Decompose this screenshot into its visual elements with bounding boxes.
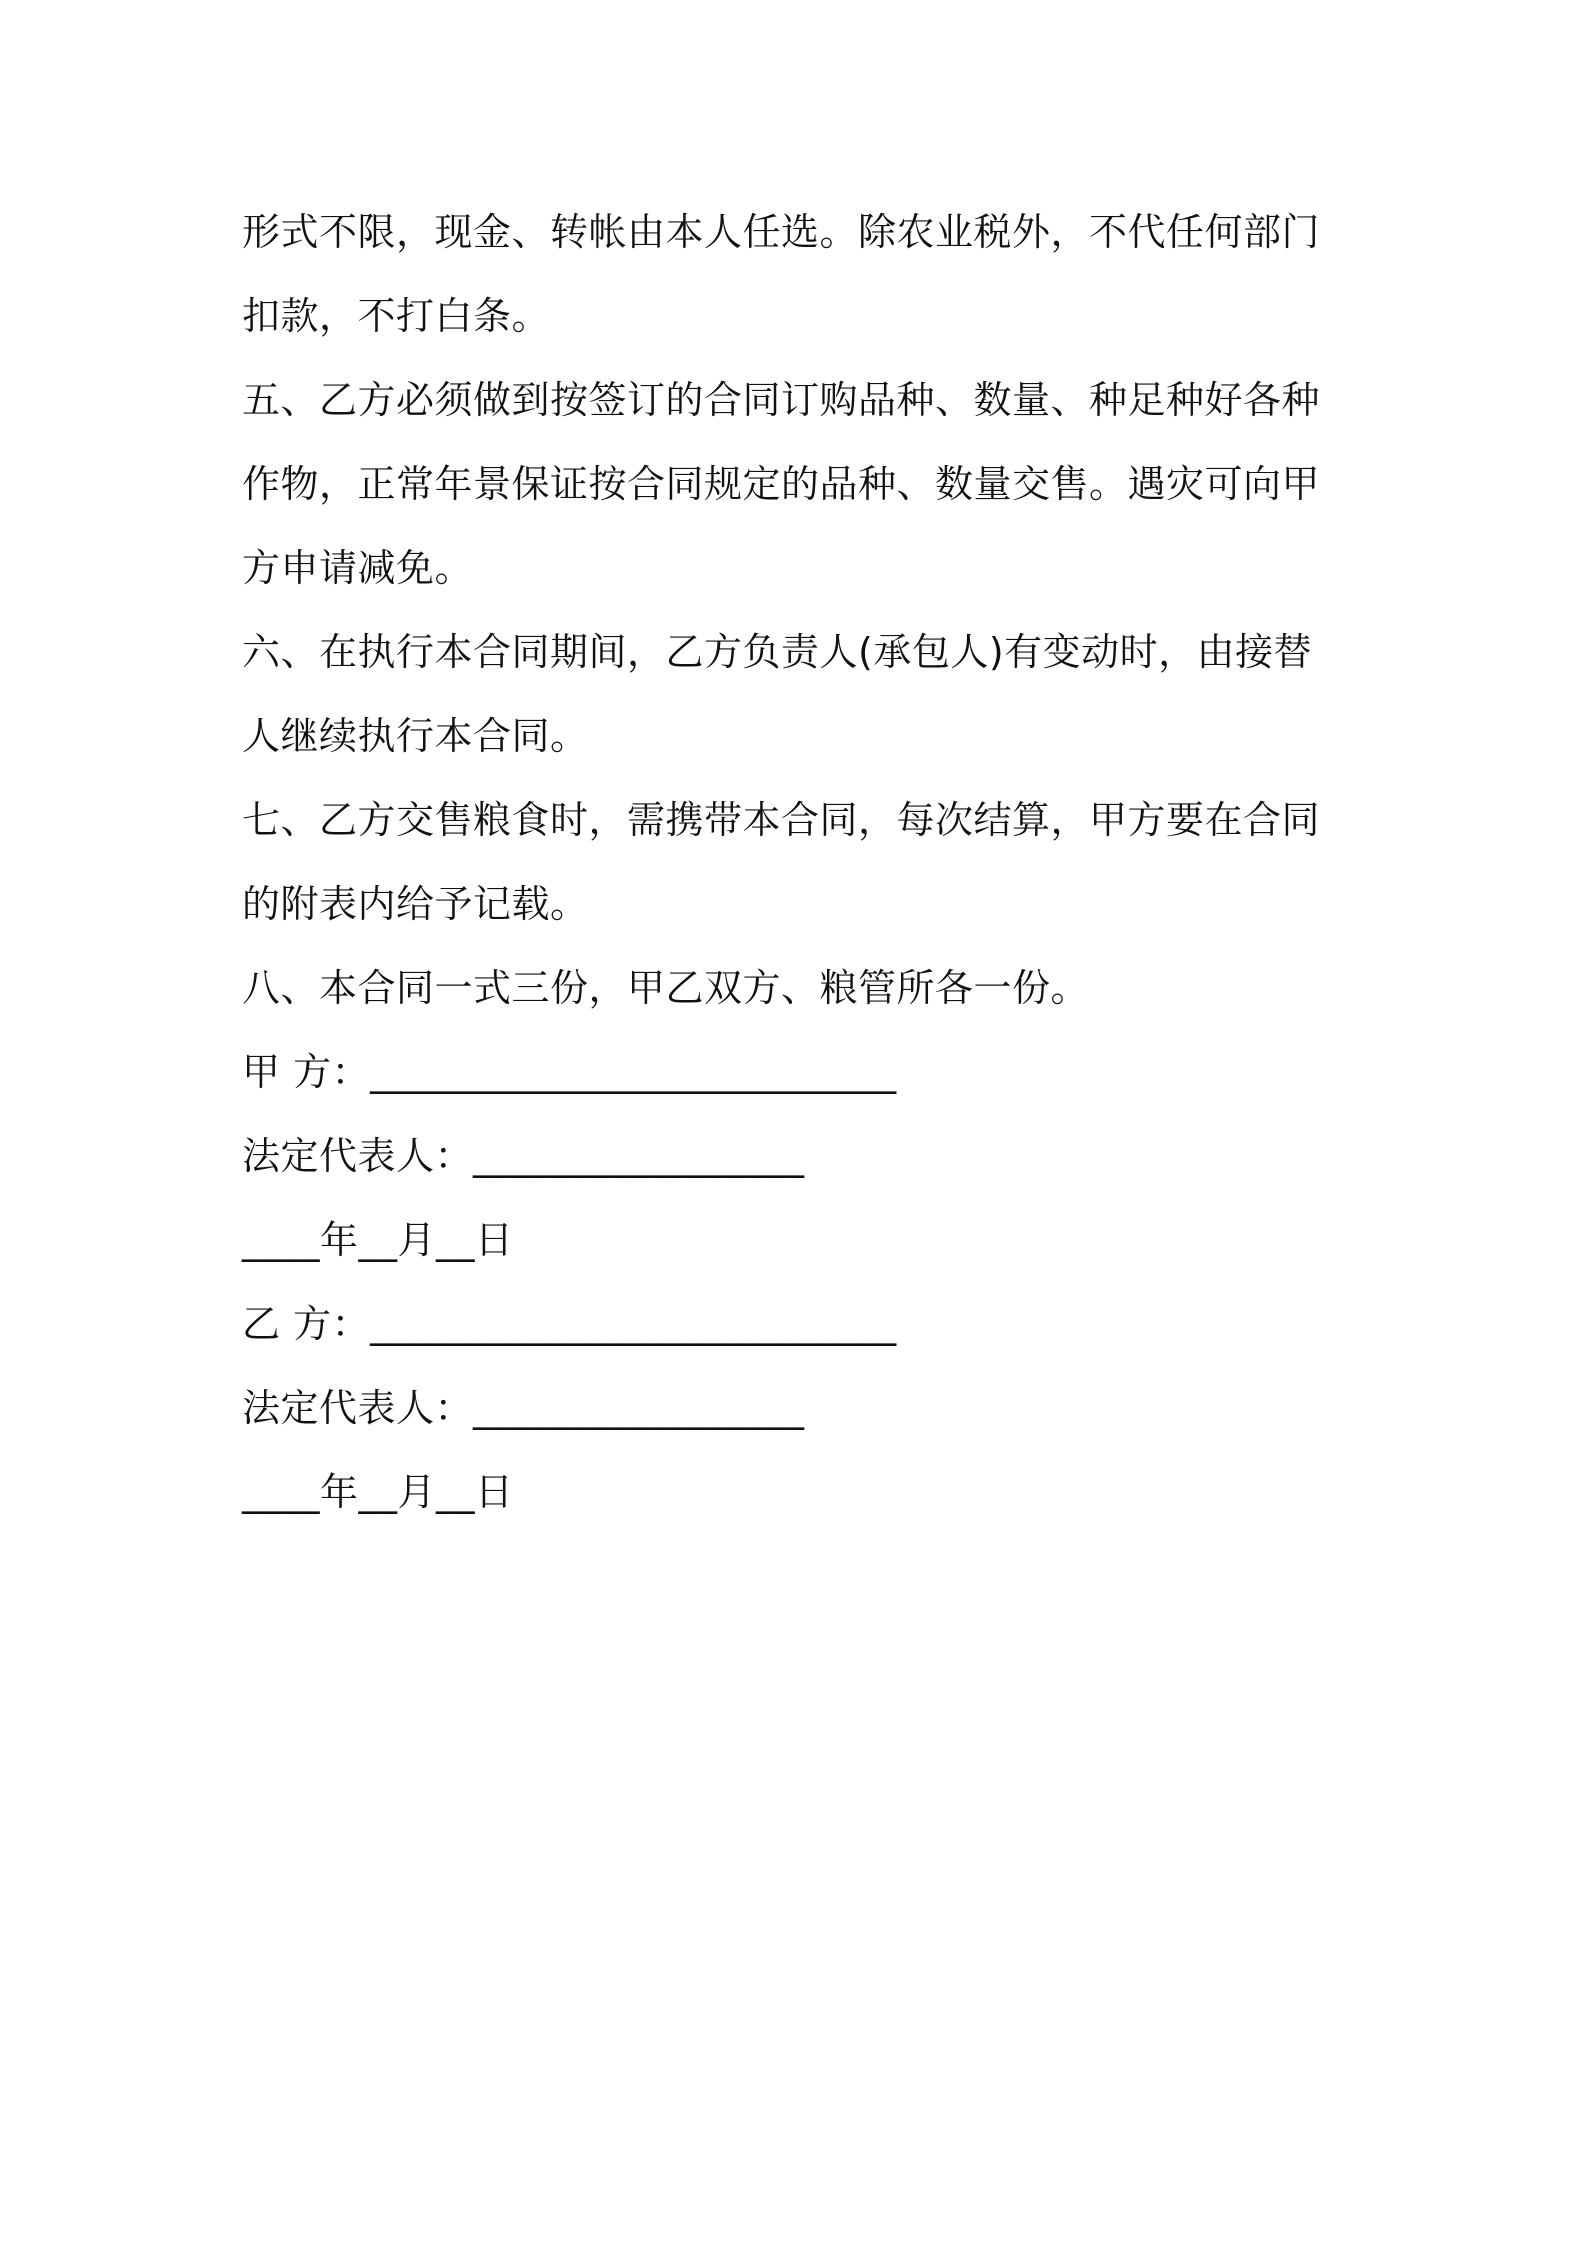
clause-8-line-1: 八、本合同一式三份，甲乙双方、粮管所各一份。 [242, 966, 1090, 1010]
clause-7-line-2: 的附表内给予记载。 [242, 882, 589, 926]
party-b-signature-line: 乙 方：___________________________ [242, 1302, 897, 1346]
clause-4-continuation-line-2: 扣款，不打白条。 [242, 294, 551, 338]
party-a-representative-line: 法定代表人：_________________ [242, 1134, 805, 1178]
clause-5-line-3: 方申请减免。 [242, 546, 474, 590]
party-b-representative-line: 法定代表人：_________________ [242, 1386, 805, 1430]
clause-6-line-2: 人继续执行本合同。 [242, 714, 589, 758]
clause-4-continuation-line-1: 形式不限，现金、转帐由本人任选。除农业税外，不代任何部门 [242, 210, 1321, 254]
party-a-date-line: ____年__月__日 [242, 1218, 514, 1262]
party-b-date-line: ____年__月__日 [242, 1470, 514, 1514]
clause-7-line-1: 七、乙方交售粮食时，需携带本合同，每次结算，甲方要在合同 [242, 798, 1321, 842]
clause-6-line-1: 六、在执行本合同期间，乙方负责人(承包人)有变动时，由接替 [242, 630, 1313, 674]
document-body [242, 190, 1362, 1534]
party-a-signature-line: 甲 方：___________________________ [242, 1050, 897, 1094]
clause-5-line-2: 作物，正常年景保证按合同规定的品种、数量交售。遇灾可向甲 [242, 462, 1321, 506]
clause-5-line-1: 五、乙方必须做到按签订的合同订购品种、数量、种足种好各种 [242, 378, 1321, 422]
